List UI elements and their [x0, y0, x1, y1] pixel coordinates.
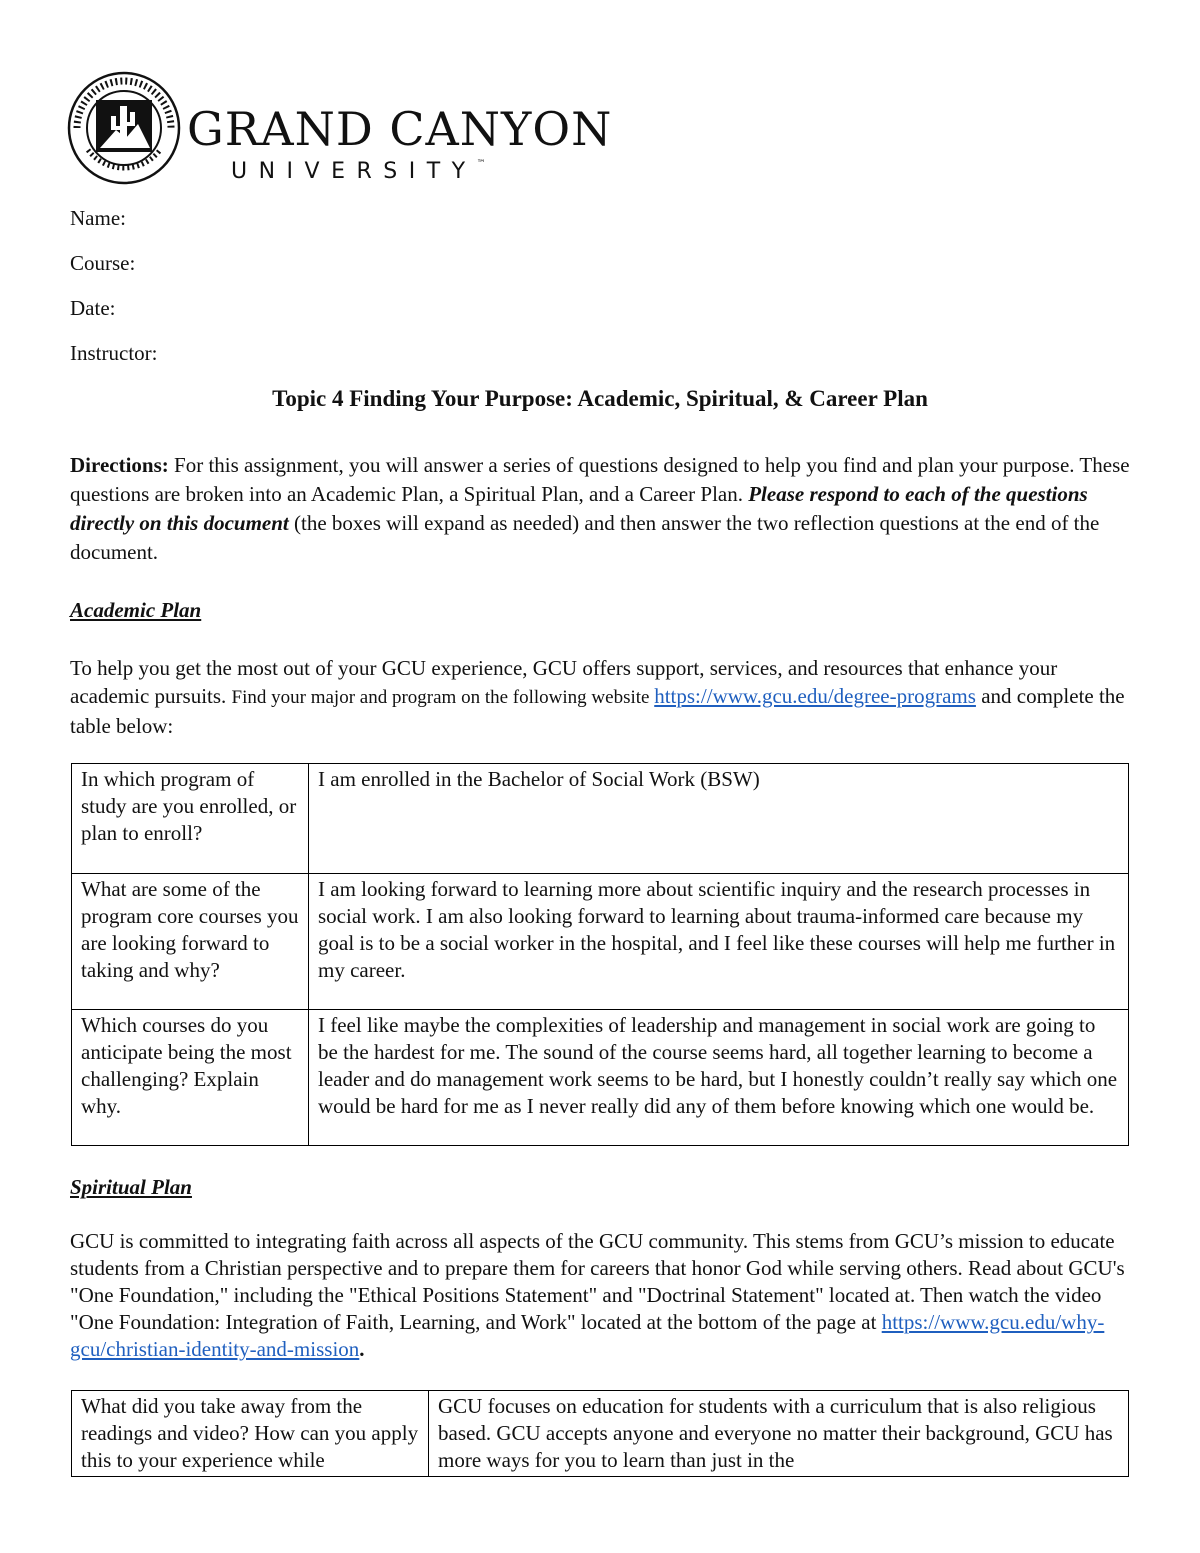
- question-cell: In which program of study are you enrolled, or plan to enroll?: [72, 764, 309, 874]
- directions-paragraph: Directions: For this assignment, you will answer a series of questions designed to help you find and plan your purpose. These questions are broken into an Academic Plan, a Spiritual Plan, and a Career Plan. Please respond to each of the questions directly on this document (the boxes will expand as needed) and then answer the two reflection questions at the end of the document.: [70, 453, 1130, 564]
- spiritual-plan-table: [71, 1390, 1129, 1477]
- instructor-field-label: Instructor:: [70, 341, 158, 365]
- answer-cell[interactable]: I am looking forward to learning more about scientific inquiry and the research processes in social work. I am also looking forward to learning about trauma-informed care because my goal is to be a social worker in the hospital, and I feel like these courses will help me further in my career.: [309, 874, 1129, 1010]
- academic-plan-heading: Academic Plan: [70, 598, 202, 622]
- table-row: [72, 1010, 1129, 1146]
- logo-subtitle: UNIVERSITY™: [231, 159, 486, 184]
- logo-wordmark: [187, 102, 613, 184]
- gcu-seal-icon: [66, 70, 182, 186]
- logo-name: GRAND CANYON: [187, 102, 613, 156]
- spiritual-plan-heading: Spiritual Plan: [70, 1175, 192, 1199]
- academic-plan-table: [71, 763, 1129, 1146]
- course-field-label: Course:: [70, 251, 136, 275]
- question-cell: Which courses do you anticipate being the most challenging? Explain why.: [72, 1010, 309, 1146]
- question-cell: What are some of the program core courses you are looking forward to taking and why?: [72, 874, 309, 1010]
- table-row: [72, 874, 1129, 1010]
- name-field-label: Name:: [70, 206, 126, 230]
- date-field-label: Date:: [70, 296, 116, 320]
- table-row: [72, 1391, 1129, 1477]
- directions-label: Directions:: [70, 453, 169, 477]
- answer-cell[interactable]: GCU focuses on education for students with a curriculum that is also religious based. GCU accepts anyone and everyone no matter their background, GCU has more ways for you to learn than just in the: [429, 1391, 1129, 1477]
- page-title: Topic 4 Finding Your Purpose: Academic, Spiritual, & Career Plan: [272, 386, 928, 411]
- question-cell: What did you take away from the readings and video? How can you apply this to your experience while: [72, 1391, 429, 1477]
- table-row: [72, 764, 1129, 874]
- answer-cell[interactable]: I am enrolled in the Bachelor of Social Work (BSW): [309, 764, 1129, 874]
- degree-programs-link[interactable]: https://www.gcu.edu/degree-programs: [654, 684, 976, 708]
- gcu-logo: [66, 68, 613, 188]
- answer-cell[interactable]: I feel like maybe the complexities of leadership and management in social work are going to be the hardest for me. The sound of the course seems hard, all together learning to become a leader and do management work seems to be hard, but I honestly couldn’t really say which one would be hard for me as I never really did any of them before knowing which one would be.: [309, 1010, 1129, 1146]
- academic-intro: To help you get the most out of your GCU experience, GCU offers support, services, and resources that enhance your academic pursuits. Find your major and program on the following website https://www.gcu.edu/degree-programs and complete the table below:: [70, 656, 1125, 738]
- christian-identity-link[interactable]: https://www.gcu.edu/why-gcu/christian-identity-and-mission: [70, 1310, 1105, 1361]
- directions-emphasis: Please respond to each of the questions directly on this document: [70, 482, 1088, 535]
- spiritual-intro: GCU is committed to integrating faith across all aspects of the GCU community. This stems from GCU’s mission to educate students from a Christian perspective and to prepare them for careers that honor God while serving others. Read about GCU's "One Foundation," including the "Ethical Positions Statement" and "Doctrinal Statement" located at. Then watch the video "One Foundation: Integration of Faith, Learning, and Work" located at the bottom of the page at https://www.gcu.edu/why-gcu/christian-identity-and-mission.: [70, 1229, 1125, 1361]
